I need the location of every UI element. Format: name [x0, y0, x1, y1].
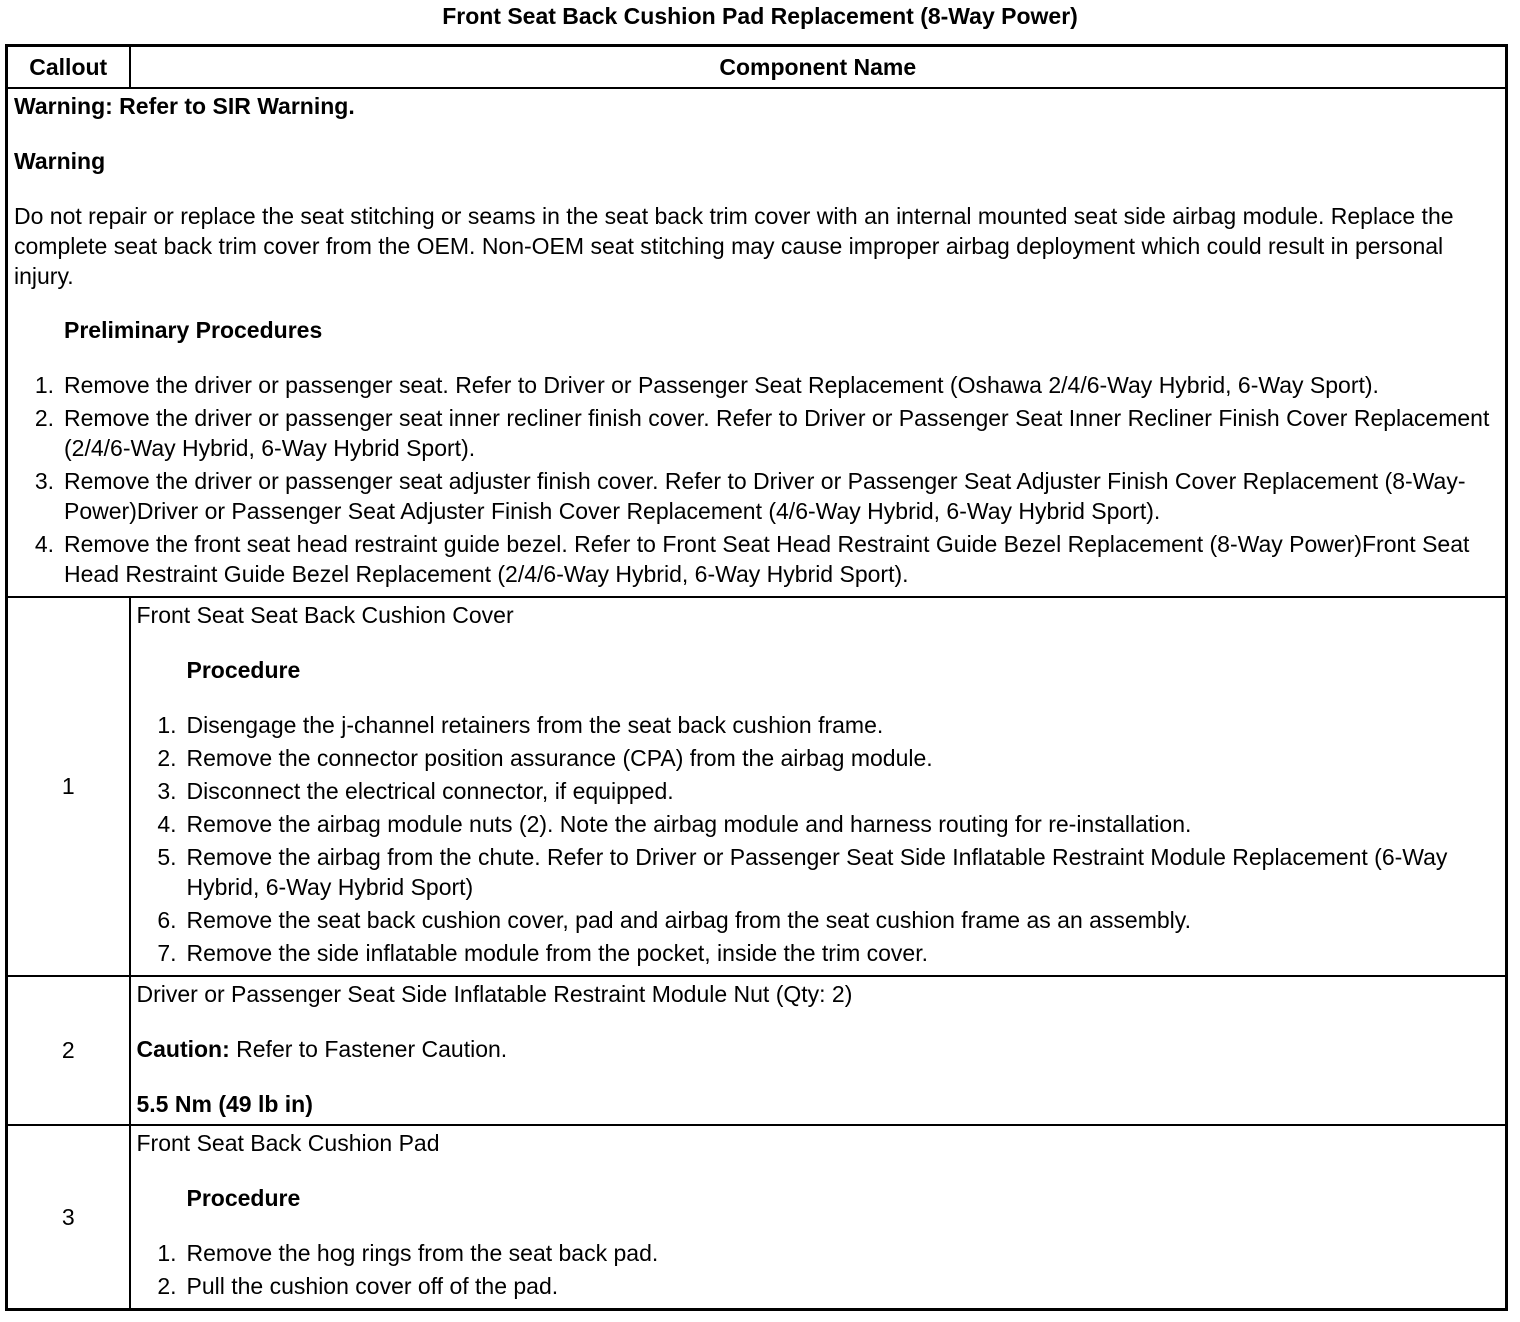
intro-cell — [7, 88, 1507, 597]
step-number: 2. — [157, 745, 177, 771]
table-row — [7, 1125, 1507, 1310]
caution-text: Refer to Fastener Caution. — [229, 1036, 508, 1062]
step-number: 7. — [157, 940, 177, 966]
procedure-steps — [137, 710, 1506, 968]
table-header-row — [7, 46, 1507, 89]
intro-row — [7, 88, 1507, 597]
step-number: 1. — [157, 1240, 177, 1266]
warning-text: Do not repair or replace the seat stitching or seams in the seat back trim cover with an internal mounted seat side airbag module. Replace the complete seat back trim cover from the OEM. Non-OEM seat stitching may cause improper airbag deployment which could result in personal injury. — [14, 203, 1454, 289]
step-text: Remove the seat back cushion cover, pad and airbag from the seat cushion frame as an assembly. — [186, 907, 1191, 933]
component-cell — [130, 976, 1507, 1125]
step-number: 4. — [157, 811, 177, 837]
step-text: Remove the airbag from the chute. Refer to Driver or Passenger Seat Side Inflatable Restraint Module Replacement (6-Way Hybrid, 6-Way Hybrid Sport) — [186, 844, 1448, 900]
list-item — [137, 710, 1506, 740]
procedure-heading: Procedure — [186, 657, 301, 683]
page-title: Front Seat Back Cushion Pad Replacement (8-Way Power) — [442, 3, 1078, 29]
callout-cell: 2 — [7, 976, 130, 1125]
step-number: 3. — [34, 468, 54, 494]
list-item — [137, 905, 1506, 935]
list-item — [137, 938, 1506, 968]
step-text: Remove the side inflatable module from the pocket, inside the trim cover. — [186, 940, 928, 966]
procedure-heading: Procedure — [186, 1185, 301, 1211]
component-cell — [130, 1125, 1507, 1310]
component-name: Driver or Passenger Seat Side Inflatable Restraint Module Nut (Qty: 2) — [136, 981, 853, 1007]
torque-spec: 5.5 Nm (49 lb in) — [136, 1091, 313, 1117]
list-item — [137, 809, 1506, 839]
warning-label: Warning — [14, 148, 106, 174]
caution-label: Caution: — [136, 1036, 230, 1062]
list-item — [14, 466, 1505, 526]
step-text: Remove the driver or passenger seat inner recliner finish cover. Refer to Driver or Passenger Seat Inner Recliner Finish Cover Replacement (2/4/6-Way Hybrid, 6-Way Hybrid Sport). — [64, 405, 1490, 461]
component-name: Front Seat Seat Back Cushion Cover — [136, 602, 514, 628]
component-header: Component Name — [130, 46, 1507, 89]
preliminary-heading: Preliminary Procedures — [64, 317, 323, 343]
procedure-steps — [137, 1238, 1506, 1301]
callout-cell: 1 — [7, 597, 130, 976]
table-row — [7, 597, 1507, 976]
preliminary-steps — [14, 370, 1505, 589]
step-text: Remove the driver or passenger seat. Refer to Driver or Passenger Seat Replacement (Oshawa 2/4/6-Way Hybrid, 6-Way Sport). — [64, 372, 1379, 398]
component-name: Front Seat Back Cushion Pad — [136, 1130, 440, 1156]
step-text: Remove the driver or passenger seat adjuster finish cover. Refer to Driver or Passenger Seat Adjuster Finish Cover Replacement (8-Way-Power)Driver or Passenger Seat Adjuster Finish Cover Replacement (4/6-Way Hybrid, 6-Way Hybrid Sport). — [64, 468, 1466, 524]
list-item — [14, 529, 1505, 589]
component-cell — [130, 597, 1507, 976]
step-number: 6. — [157, 907, 177, 933]
step-text: Remove the airbag module nuts (2). Note the airbag module and harness routing for re-installation. — [186, 811, 1192, 837]
caution-line — [137, 1034, 1506, 1065]
step-number: 2. — [34, 405, 54, 431]
step-text: Disengage the j-channel retainers from the seat back cushion frame. — [186, 712, 884, 738]
step-number: 5. — [157, 844, 177, 870]
list-item — [137, 743, 1506, 773]
step-number: 1. — [34, 372, 54, 398]
step-text: Disconnect the electrical connector, if equipped. — [186, 778, 674, 804]
step-text: Remove the front seat head restraint guide bezel. Refer to Front Seat Head Restraint Guide Bezel Replacement (8-Way Power)Front Seat Head Restraint Guide Bezel Replacement (2/4/6-Way Hybrid, 6-Way Hybrid Sport). — [64, 531, 1470, 587]
callout-cell: 3 — [7, 1125, 130, 1310]
callout-header: Callout — [7, 46, 130, 89]
step-number: 4. — [34, 531, 54, 557]
list-item — [14, 403, 1505, 463]
step-number: 1. — [157, 712, 177, 738]
procedure-table — [5, 44, 1508, 1311]
step-text: Remove the hog rings from the seat back pad. — [186, 1240, 659, 1266]
list-item — [137, 1271, 1506, 1301]
list-item — [137, 776, 1506, 806]
list-item — [14, 370, 1505, 400]
step-text: Remove the connector position assurance (CPA) from the airbag module. — [186, 745, 933, 771]
step-number: 2. — [157, 1273, 177, 1299]
list-item — [137, 1238, 1506, 1268]
table-row — [7, 976, 1507, 1125]
step-number: 3. — [157, 778, 177, 804]
list-item — [137, 842, 1506, 902]
step-text: Pull the cushion cover off of the pad. — [186, 1273, 559, 1299]
sir-warning: Warning: Refer to SIR Warning. — [14, 93, 355, 119]
